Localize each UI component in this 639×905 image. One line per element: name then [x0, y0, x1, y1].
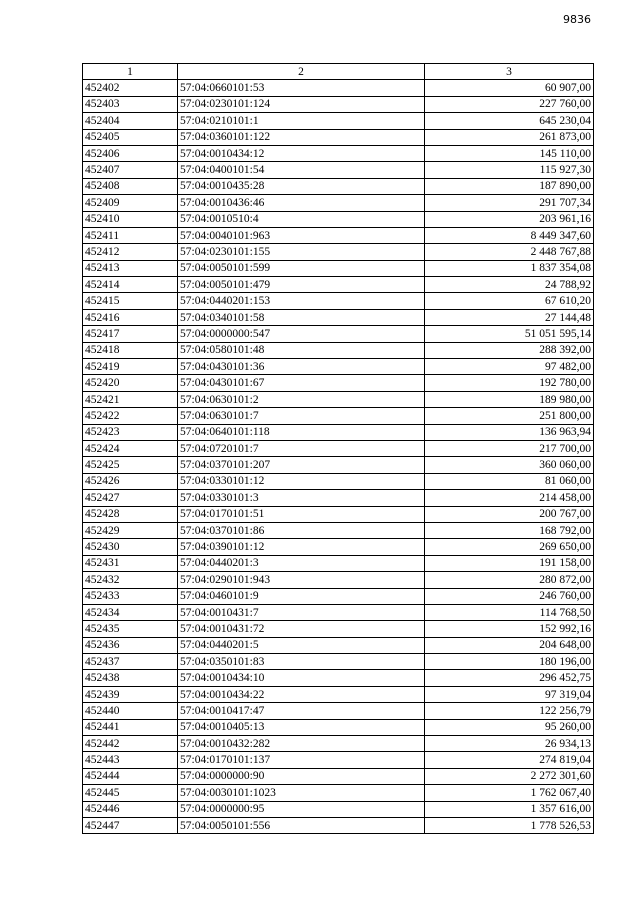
cadastral-number-cell: 57:04:0720101:7: [178, 440, 425, 456]
value-cell: 168 792,00: [425, 522, 594, 538]
row-number-cell: 452437: [83, 654, 178, 670]
row-number-cell: 452434: [83, 604, 178, 620]
value-cell: 2 272 301,60: [425, 768, 594, 784]
cadastral-number-cell: 57:04:0010417:47: [178, 703, 425, 719]
cadastral-number-cell: 57:04:0030101:1023: [178, 785, 425, 801]
column-header-1: 1: [83, 64, 178, 80]
row-number-cell: 452409: [83, 195, 178, 211]
row-number-cell: 452438: [83, 670, 178, 686]
value-cell: 81 060,00: [425, 473, 594, 489]
value-cell: 180 196,00: [425, 654, 594, 670]
table-row: [83, 342, 594, 358]
table-row: [83, 145, 594, 161]
row-number-cell: 452408: [83, 178, 178, 194]
row-number-cell: 452427: [83, 490, 178, 506]
table-row: [83, 457, 594, 473]
table-row: [83, 473, 594, 489]
table-row: [83, 391, 594, 407]
row-number-cell: 452418: [83, 342, 178, 358]
cadastral-number-cell: 57:04:0390101:12: [178, 539, 425, 555]
row-number-cell: 452405: [83, 129, 178, 145]
cadastral-number-cell: 57:04:0360101:122: [178, 129, 425, 145]
table-row: [83, 227, 594, 243]
cadastral-number-cell: 57:04:0170101:137: [178, 752, 425, 768]
value-cell: 122 256,79: [425, 703, 594, 719]
cadastral-number-cell: 57:04:0370101:86: [178, 522, 425, 538]
row-number-cell: 452410: [83, 211, 178, 227]
row-number-cell: 452414: [83, 277, 178, 293]
cadastral-number-cell: 57:04:0050101:599: [178, 260, 425, 276]
cadastral-number-cell: 57:04:0010434:22: [178, 686, 425, 702]
table-row: [83, 539, 594, 555]
value-cell: 1 357 616,00: [425, 801, 594, 817]
row-number-cell: 452446: [83, 801, 178, 817]
table-row: [83, 785, 594, 801]
cadastral-number-cell: 57:04:0630101:7: [178, 408, 425, 424]
row-number-cell: 452402: [83, 80, 178, 96]
value-cell: 645 230,04: [425, 113, 594, 129]
cadastral-number-cell: 57:04:0440201:153: [178, 293, 425, 309]
row-number-cell: 452406: [83, 145, 178, 161]
value-cell: 97 319,04: [425, 686, 594, 702]
cadastral-number-cell: 57:04:0010431:72: [178, 621, 425, 637]
cadastral-number-cell: 57:04:0000000:95: [178, 801, 425, 817]
cadastral-number-cell: 57:04:0330101:3: [178, 490, 425, 506]
table-row: [83, 555, 594, 571]
cadastral-number-cell: 57:04:0010435:28: [178, 178, 425, 194]
row-number-cell: 452441: [83, 719, 178, 735]
cadastral-number-cell: 57:04:0010436:46: [178, 195, 425, 211]
table-row: [83, 326, 594, 342]
value-cell: 274 819,04: [425, 752, 594, 768]
table-row: [83, 670, 594, 686]
value-cell: 251 800,00: [425, 408, 594, 424]
table-row: [83, 211, 594, 227]
row-number-cell: 452443: [83, 752, 178, 768]
row-number-cell: 452444: [83, 768, 178, 784]
row-number-cell: 452436: [83, 637, 178, 653]
value-cell: 60 907,00: [425, 80, 594, 96]
row-number-cell: 452440: [83, 703, 178, 719]
value-cell: 67 610,20: [425, 293, 594, 309]
table-body: [83, 80, 594, 834]
value-cell: 24 788,92: [425, 277, 594, 293]
table-row: [83, 768, 594, 784]
table-row: [83, 572, 594, 588]
row-number-cell: 452407: [83, 162, 178, 178]
table-header-row: [83, 64, 594, 80]
value-cell: 95 260,00: [425, 719, 594, 735]
cadastral-number-cell: 57:04:0290101:943: [178, 572, 425, 588]
row-number-cell: 452428: [83, 506, 178, 522]
cadastral-number-cell: 57:04:0330101:12: [178, 473, 425, 489]
row-number-cell: 452411: [83, 227, 178, 243]
cadastral-number-cell: 57:04:0340101:58: [178, 309, 425, 325]
value-cell: 291 707,34: [425, 195, 594, 211]
cadastral-number-cell: 57:04:0010432:282: [178, 736, 425, 752]
value-cell: 2 448 767,88: [425, 244, 594, 260]
value-cell: 261 873,00: [425, 129, 594, 145]
row-number-cell: 452413: [83, 260, 178, 276]
cadastral-number-cell: 57:04:0040101:963: [178, 227, 425, 243]
value-cell: 1 837 354,08: [425, 260, 594, 276]
table-row: [83, 129, 594, 145]
cadastral-number-cell: 57:04:0630101:2: [178, 391, 425, 407]
value-cell: 280 872,00: [425, 572, 594, 588]
table-row: [83, 522, 594, 538]
cadastral-number-cell: 57:04:0010510:4: [178, 211, 425, 227]
value-cell: 192 780,00: [425, 375, 594, 391]
row-number-cell: 452432: [83, 572, 178, 588]
value-cell: 1 778 526,53: [425, 817, 594, 833]
table-row: [83, 440, 594, 456]
row-number-cell: 452415: [83, 293, 178, 309]
cadastral-number-cell: 57:04:0430101:67: [178, 375, 425, 391]
row-number-cell: 452425: [83, 457, 178, 473]
value-cell: 1 762 067,40: [425, 785, 594, 801]
cadastral-number-cell: 57:04:0000000:90: [178, 768, 425, 784]
cadastral-number-cell: 57:04:0440201:3: [178, 555, 425, 571]
table-row: [83, 277, 594, 293]
table-row: [83, 178, 594, 194]
cadastral-number-cell: 57:04:0350101:83: [178, 654, 425, 670]
table-row: [83, 80, 594, 96]
table-row: [83, 621, 594, 637]
row-number-cell: 452421: [83, 391, 178, 407]
cadastral-number-cell: 57:04:0580101:48: [178, 342, 425, 358]
table-row: [83, 736, 594, 752]
cadastral-number-cell: 57:04:0660101:53: [178, 80, 425, 96]
cadastral-number-cell: 57:04:0230101:124: [178, 96, 425, 112]
table-row: [83, 162, 594, 178]
cadastral-number-cell: 57:04:0640101:118: [178, 424, 425, 440]
cadastral-number-cell: 57:04:0370101:207: [178, 457, 425, 473]
row-number-cell: 452439: [83, 686, 178, 702]
row-number-cell: 452422: [83, 408, 178, 424]
value-cell: 97 482,00: [425, 359, 594, 375]
row-number-cell: 452404: [83, 113, 178, 129]
row-number-cell: 452445: [83, 785, 178, 801]
table-row: [83, 752, 594, 768]
row-number-cell: 452419: [83, 359, 178, 375]
value-cell: 8 449 347,60: [425, 227, 594, 243]
value-cell: 217 700,00: [425, 440, 594, 456]
row-number-cell: 452426: [83, 473, 178, 489]
table-row: [83, 260, 594, 276]
table-row: [83, 309, 594, 325]
table-row: [83, 719, 594, 735]
table-row: [83, 113, 594, 129]
cadastral-number-cell: 57:04:0230101:155: [178, 244, 425, 260]
cadastral-number-cell: 57:04:0210101:1: [178, 113, 425, 129]
value-cell: 288 392,00: [425, 342, 594, 358]
table-row: [83, 604, 594, 620]
row-number-cell: 452423: [83, 424, 178, 440]
table-row: [83, 588, 594, 604]
cadastral-number-cell: 57:04:0170101:51: [178, 506, 425, 522]
cadastral-number-cell: 57:04:0440201:5: [178, 637, 425, 653]
value-cell: 214 458,00: [425, 490, 594, 506]
cadastral-number-cell: 57:04:0430101:36: [178, 359, 425, 375]
row-number-cell: 452417: [83, 326, 178, 342]
row-number-cell: 452430: [83, 539, 178, 555]
value-cell: 360 060,00: [425, 457, 594, 473]
cadastral-number-cell: 57:04:0010434:12: [178, 145, 425, 161]
value-cell: 246 760,00: [425, 588, 594, 604]
table-row: [83, 359, 594, 375]
table-row: [83, 408, 594, 424]
value-cell: 204 648,00: [425, 637, 594, 653]
value-cell: 27 144,48: [425, 309, 594, 325]
value-cell: 152 992,16: [425, 621, 594, 637]
table-row: [83, 703, 594, 719]
table-row: [83, 375, 594, 391]
value-cell: 269 650,00: [425, 539, 594, 555]
cadastral-number-cell: 57:04:0000000:547: [178, 326, 425, 342]
table-row: [83, 293, 594, 309]
column-header-3: 3: [425, 64, 594, 80]
row-number-cell: 452431: [83, 555, 178, 571]
value-cell: 191 158,00: [425, 555, 594, 571]
value-cell: 145 110,00: [425, 145, 594, 161]
value-cell: 115 927,30: [425, 162, 594, 178]
row-number-cell: 452416: [83, 309, 178, 325]
row-number-cell: 452429: [83, 522, 178, 538]
value-cell: 114 768,50: [425, 604, 594, 620]
table-row: [83, 244, 594, 260]
value-cell: 227 760,00: [425, 96, 594, 112]
table-row: [83, 686, 594, 702]
value-cell: 200 767,00: [425, 506, 594, 522]
cadastral-number-cell: 57:04:0010434:10: [178, 670, 425, 686]
value-cell: 203 961,16: [425, 211, 594, 227]
column-header-2: 2: [178, 64, 425, 80]
row-number-cell: 452447: [83, 817, 178, 833]
row-number-cell: 452435: [83, 621, 178, 637]
cadastral-number-cell: 57:04:0050101:479: [178, 277, 425, 293]
row-number-cell: 452433: [83, 588, 178, 604]
value-cell: 187 890,00: [425, 178, 594, 194]
value-cell: 296 452,75: [425, 670, 594, 686]
table-row: [83, 424, 594, 440]
table-row: [83, 817, 594, 833]
page-number: 9836: [563, 13, 591, 26]
value-cell: 26 934,13: [425, 736, 594, 752]
cadastral-number-cell: 57:04:0050101:556: [178, 817, 425, 833]
cadastral-number-cell: 57:04:0400101:54: [178, 162, 425, 178]
cadastral-number-cell: 57:04:0010431:7: [178, 604, 425, 620]
value-cell: 189 980,00: [425, 391, 594, 407]
data-table: [82, 63, 594, 834]
row-number-cell: 452420: [83, 375, 178, 391]
table-row: [83, 637, 594, 653]
cadastral-number-cell: 57:04:0010405:13: [178, 719, 425, 735]
table-row: [83, 654, 594, 670]
value-cell: 136 963,94: [425, 424, 594, 440]
table-row: [83, 506, 594, 522]
row-number-cell: 452442: [83, 736, 178, 752]
table-row: [83, 195, 594, 211]
value-cell: 51 051 595,14: [425, 326, 594, 342]
table-row: [83, 96, 594, 112]
table-row: [83, 801, 594, 817]
table-row: [83, 490, 594, 506]
row-number-cell: 452424: [83, 440, 178, 456]
row-number-cell: 452412: [83, 244, 178, 260]
row-number-cell: 452403: [83, 96, 178, 112]
cadastral-number-cell: 57:04:0460101:9: [178, 588, 425, 604]
